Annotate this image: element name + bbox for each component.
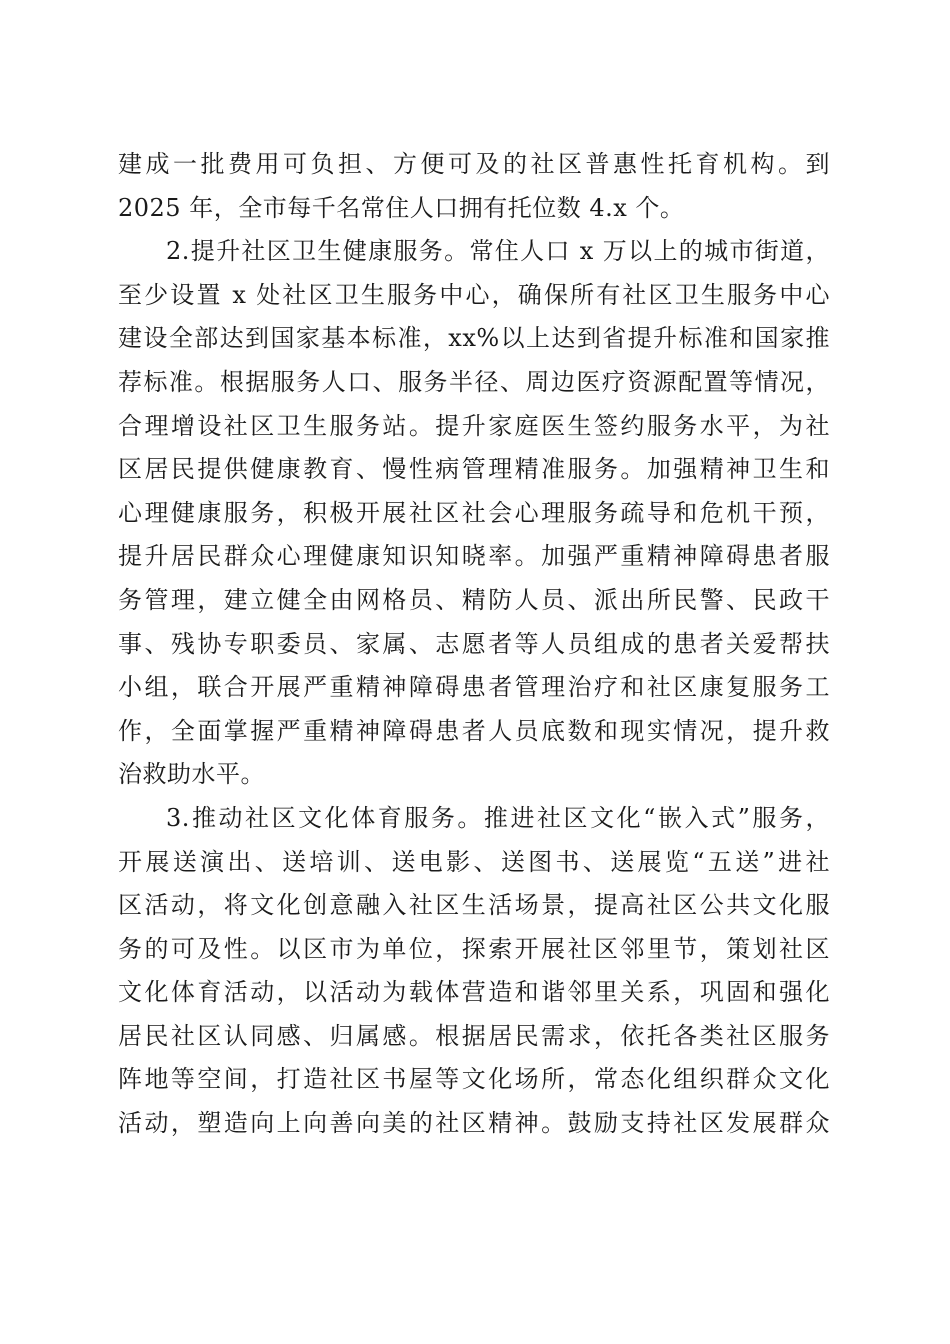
text-line: 居民社区认同感、归属感。根据居民需求，依托各类社区服务 xyxy=(118,1021,830,1050)
text-line: 事、残协专职委员、家属、志愿者等人员组成的患者关爱帮扶 xyxy=(118,629,830,658)
text-line: 小组，联合开展严重精神障碍患者管理治疗和社区康复服务工 xyxy=(118,673,830,702)
text-line: 提升居民群众心理健康知识知晓率。加强严重精神障碍患者服 xyxy=(118,542,830,571)
text-line: 至少设置 x 处社区卫生服务中心，确保所有社区卫生服务中心 xyxy=(118,280,830,309)
text-line: 文化体育活动，以活动为载体营造和谐邻里关系，巩固和强化 xyxy=(118,978,830,1007)
text-line: 建设全部达到国家基本标准，xx%以上达到省提升标准和国家推 xyxy=(118,324,830,353)
text-line: 阵地等空间，打造社区书屋等文化场所，常态化组织群众文化 xyxy=(118,1065,830,1094)
text-line: 开展送演出、送培训、送电影、送图书、送展览“五送”进社 xyxy=(118,847,830,876)
text-line: 区居民提供健康教育、慢性病管理精准服务。加强精神卫生和 xyxy=(118,455,830,484)
text-line: 作，全面掌握严重精神障碍患者人员底数和现实情况，提升救 xyxy=(118,716,830,745)
text-line: 合理增设社区卫生服务站。提升家庭医生签约服务水平，为社 xyxy=(118,411,830,440)
text-line: 建成一批费用可负担、方便可及的社区普惠性托育机构。到 xyxy=(118,150,830,178)
text-line: 务管理，建立健全由网格员、精防人员、派出所民警、民政干 xyxy=(118,585,830,614)
paragraph-heading-line: 2.提升社区卫生健康服务。常住人口 x 万以上的城市街道， xyxy=(166,237,830,266)
text-line: 荐标准。根据服务人口、服务半径、周边医疗资源配置等情况， xyxy=(118,367,830,396)
document-body xyxy=(118,143,830,1146)
text-line: 活动，塑造向上向善向美的社区精神。鼓励支持社区发展群众 xyxy=(118,1109,830,1138)
text-line: 务的可及性。以区市为单位，探索开展社区邻里节，策划社区 xyxy=(118,934,830,963)
paragraph-heading-line: 3.推动社区文化体育服务。推进社区文化“嵌入式”服务， xyxy=(166,803,830,832)
text-line: 心理健康服务，积极开展社区社会心理服务疏导和危机干预， xyxy=(118,498,830,527)
text-line: 2025 年，全市每千名常住人口拥有托位数 4.x 个。 xyxy=(118,193,685,222)
text-line: 区活动，将文化创意融入社区生活场景，提高社区公共文化服 xyxy=(118,891,830,920)
text-line: 治救助水平。 xyxy=(118,760,265,789)
